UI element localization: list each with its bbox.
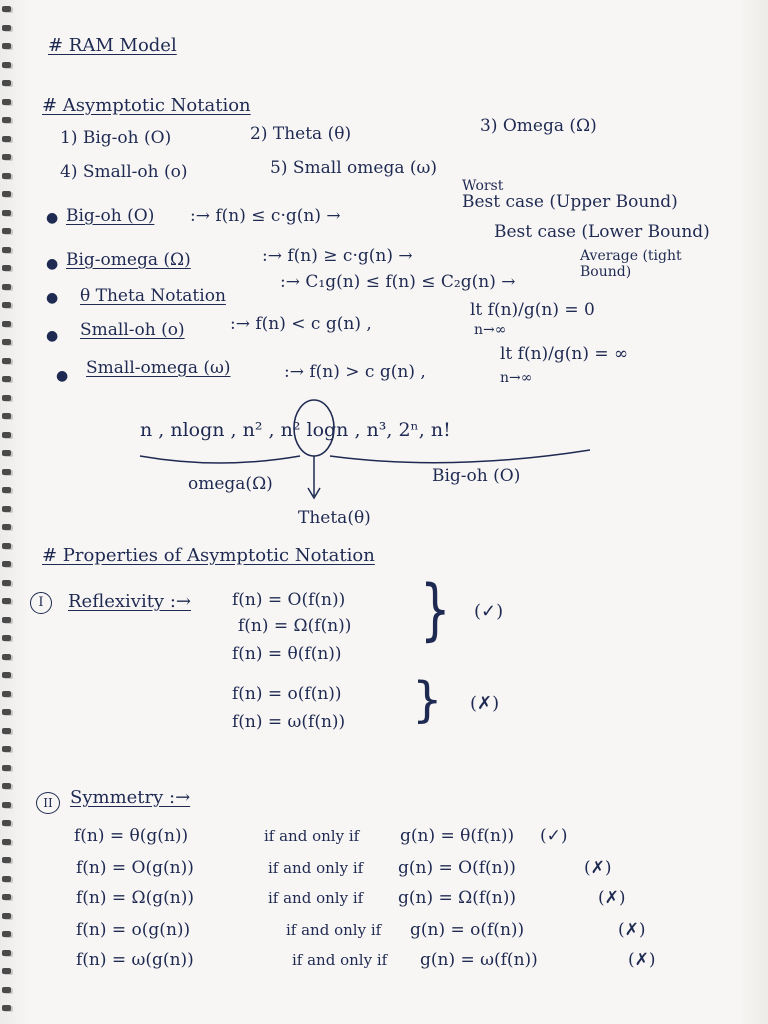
notation-big-oh: 1) Big-oh (O) — [60, 128, 172, 148]
def-small-omega-name: Small-omega (ω) — [86, 358, 231, 378]
reflexivity-line: f(n) = ω(f(n)) — [232, 712, 346, 732]
growth-omega-label: omega(Ω) — [188, 474, 273, 494]
sym-left: f(n) = o(g(n)) — [76, 920, 191, 940]
def-big-oh-note-worst: Worst — [462, 178, 504, 194]
notation-small-omega: 5) Small omega (ω) — [270, 158, 437, 178]
reflexivity-line: f(n) = Ω(f(n)) — [238, 616, 352, 636]
def-small-oh-relation: :→ f(n) < c g(n) , — [230, 314, 372, 334]
notation-theta: 2) Theta (θ) — [250, 124, 352, 144]
reflexivity-label: Reflexivity :→ — [68, 591, 191, 612]
sym-left: f(n) = O(g(n)) — [76, 858, 194, 878]
reflexivity-mark-no: (✗) — [470, 693, 500, 714]
def-big-oh-name: Big-oh (O) — [66, 206, 155, 226]
sym-iff: if and only if — [268, 859, 364, 877]
notation-small-oh: 4) Small-oh (o) — [60, 162, 188, 182]
growth-bigoh-label: Big-oh (O) — [432, 466, 521, 486]
sym-left: f(n) = Ω(g(n)) — [76, 888, 195, 908]
sym-mark: (✓) — [540, 826, 568, 846]
sym-mark: (✗) — [618, 920, 646, 940]
bullet: ● — [46, 290, 59, 306]
symmetry-label: Symmetry :→ — [70, 787, 191, 808]
reflexivity-line: f(n) = o(f(n)) — [232, 684, 342, 704]
reflexivity-number: I — [30, 592, 52, 614]
heading-properties — [42, 546, 375, 566]
growth-theta-label: Theta(θ) — [298, 508, 371, 528]
heading-ram-model: # RAM Model — [48, 35, 177, 56]
bullet: ● — [46, 256, 59, 272]
brace: } — [420, 570, 451, 650]
heading-properties-text: # Properties of Asymptotic Notation — [42, 545, 375, 566]
def-big-oh-note: Best case (Upper Bound) — [462, 192, 678, 212]
sym-right: g(n) = θ(f(n)) — [400, 826, 515, 846]
bullet: ● — [56, 368, 69, 384]
sym-right: g(n) = ω(f(n)) — [420, 950, 538, 970]
def-small-oh-limit: lt f(n)/g(n) = 0 — [470, 300, 595, 320]
def-theta-relation: :→ C₁g(n) ≤ f(n) ≤ C₂g(n) → — [280, 272, 516, 292]
def-small-oh-name: Small-oh (o) — [80, 320, 185, 340]
bullet: ● — [46, 210, 59, 226]
def-theta-note: Average (tight Bound) — [580, 248, 682, 280]
def-big-oh-relation: :→ f(n) ≤ c·g(n) → — [190, 206, 341, 226]
sym-iff: if and only if — [268, 889, 364, 907]
notation-omega: 3) Omega (Ω) — [480, 116, 597, 136]
def-theta-name: θ Theta Notation — [80, 286, 226, 306]
sym-iff: if and only if — [292, 951, 388, 969]
sym-left: f(n) = θ(g(n)) — [74, 826, 189, 846]
sym-iff: if and only if — [264, 827, 360, 845]
sym-iff: if and only if — [286, 921, 382, 939]
def-small-omega-limit-sub: n→∞ — [500, 370, 533, 386]
reflexivity-line: f(n) = θ(f(n)) — [232, 644, 342, 664]
reflexivity-line: f(n) = O(f(n)) — [232, 590, 346, 610]
sym-right: g(n) = Ω(f(n)) — [398, 888, 517, 908]
sym-left: f(n) = ω(g(n)) — [76, 950, 194, 970]
sym-mark: (✗) — [584, 858, 612, 878]
sym-right: g(n) = o(f(n)) — [410, 920, 525, 940]
bullet: ● — [46, 328, 59, 344]
def-small-omega-limit: lt f(n)/g(n) = ∞ — [500, 344, 629, 364]
def-big-omega-note: Best case (Lower Bound) — [494, 222, 710, 242]
symmetry-number: II — [36, 792, 60, 814]
sym-mark: (✗) — [598, 888, 626, 908]
def-small-oh-limit-sub: n→∞ — [474, 322, 507, 338]
brace: } — [412, 672, 443, 728]
def-small-omega-relation: :→ f(n) > c g(n) , — [284, 362, 426, 382]
reflexivity-mark-ok: (✓) — [474, 601, 504, 622]
heading-asymptotic-notation: # Asymptotic Notation — [42, 95, 251, 116]
sym-right: g(n) = O(f(n)) — [398, 858, 516, 878]
sym-mark: (✗) — [628, 950, 656, 970]
def-big-omega-relation: :→ f(n) ≥ c·g(n) → — [262, 246, 413, 266]
def-big-omega-name: Big-omega (Ω) — [66, 250, 191, 270]
growth-series: n , nlogn , n² , n² logn , n³, 2ⁿ, n! — [140, 419, 451, 441]
